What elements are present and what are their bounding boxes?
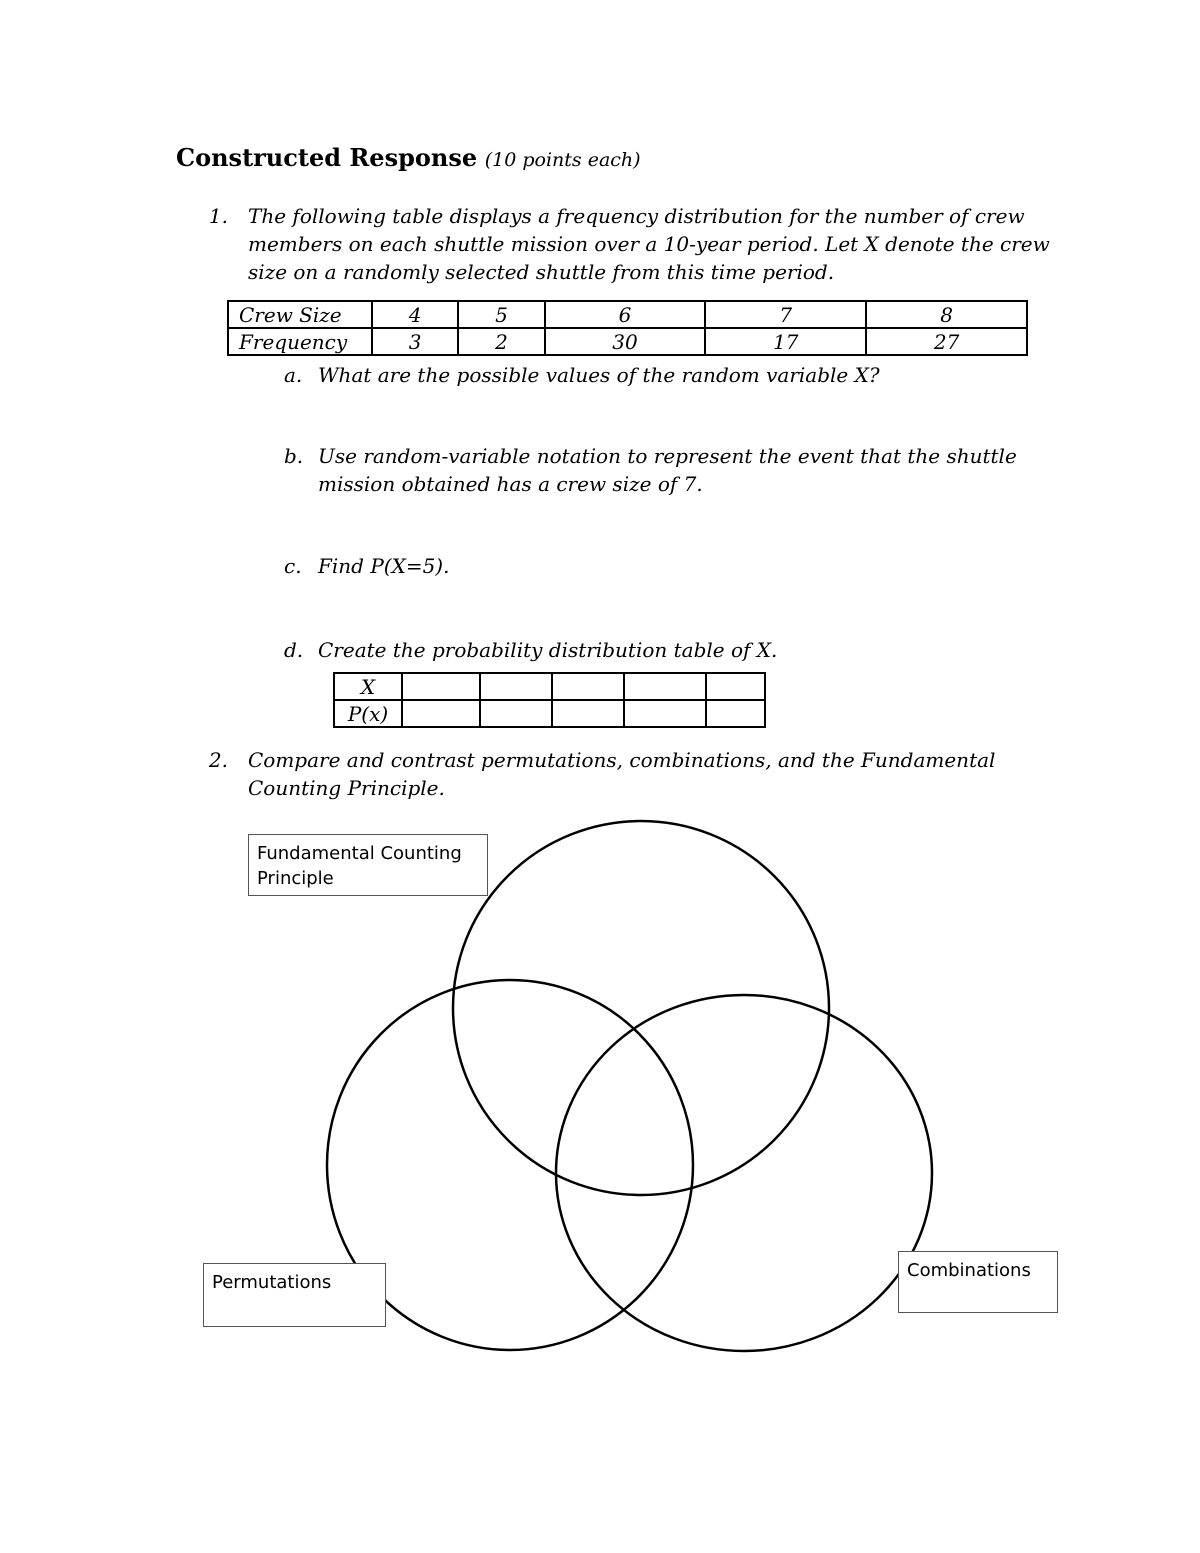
permutations-label: Permutations — [212, 1272, 332, 1293]
x-header: X — [334, 673, 402, 700]
crew-size-cell: 4 — [372, 301, 458, 328]
heading-title: Constructed Response — [176, 143, 478, 172]
frequency-cell: 2 — [458, 328, 544, 355]
frequency-header: Frequency — [228, 328, 372, 355]
crew-size-cell: 7 — [705, 301, 866, 328]
px-header: P(x) — [334, 700, 402, 727]
combinations-label: Combinations — [907, 1260, 1031, 1281]
part-d-letter: d. — [284, 638, 304, 662]
part-c-line: Find P(X=5). — [318, 554, 450, 578]
frequency-cell: 3 — [372, 328, 458, 355]
q1-line: The following table displays a frequency distribution for the number of crew — [248, 204, 1025, 228]
fcp-label-box — [248, 834, 488, 896]
venn-circle-right — [556, 995, 932, 1351]
q1-number: 1. — [208, 204, 228, 228]
q1-line: members on each shuttle mission over a 10-year period. Let X denote the crew — [248, 232, 1050, 256]
frequency-cell: 30 — [545, 328, 706, 355]
frequency-cell: 17 — [705, 328, 866, 355]
part-c-letter: c. — [284, 554, 302, 578]
part-a-letter: a. — [284, 363, 303, 387]
fcp-label-line: Fundamental Counting — [257, 843, 462, 864]
venn-circle-top — [453, 821, 829, 1195]
q2-number: 2. — [208, 748, 228, 772]
q2-line: Compare and contrast permutations, combinations, and the Fundamental — [248, 748, 996, 772]
frequency-cell: 27 — [866, 328, 1027, 355]
crew-size-cell: 5 — [458, 301, 544, 328]
heading-points: (10 points each) — [484, 149, 641, 171]
q1-line: size on a randomly selected shuttle from this time period. — [248, 260, 835, 284]
permutations-label-box — [203, 1263, 386, 1327]
part-b-line: mission obtained has a crew size of 7. — [318, 472, 703, 496]
crew-size-cell: 6 — [545, 301, 706, 328]
combinations-label-box — [898, 1251, 1058, 1313]
crew-size-cell: 8 — [866, 301, 1027, 328]
part-a-line: What are the possible values of the random variable X? — [318, 363, 880, 387]
part-b-line: Use random-variable notation to represent the event that the shuttle — [318, 444, 1017, 468]
part-d-line: Create the probability distribution table of X. — [318, 638, 778, 662]
fcp-label-line: Principle — [257, 868, 334, 889]
q2-line: Counting Principle. — [248, 776, 445, 800]
crew-size-header: Crew Size — [228, 301, 372, 328]
part-b-letter: b. — [284, 444, 304, 468]
